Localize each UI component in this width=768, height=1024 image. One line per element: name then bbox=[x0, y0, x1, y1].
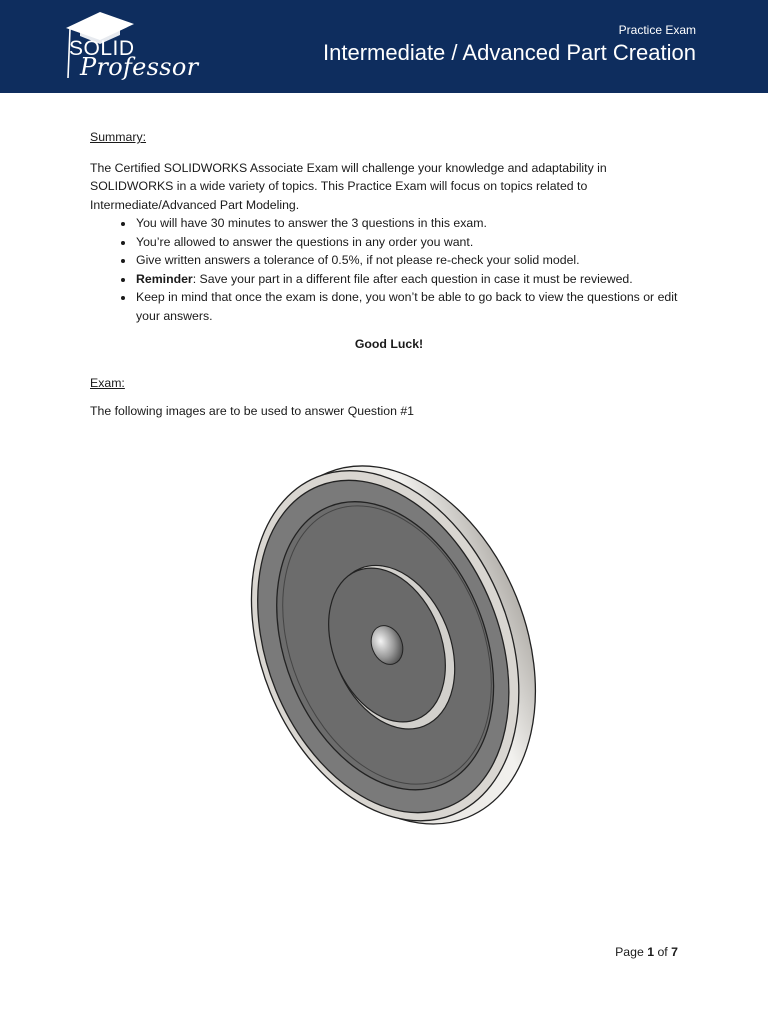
header-title: Intermediate / Advanced Part Creation bbox=[323, 40, 696, 65]
current-page: 1 bbox=[647, 945, 655, 959]
document-header bbox=[0, 0, 768, 93]
logo-text-professor: Professor bbox=[80, 53, 199, 81]
solidprofessor-logo bbox=[58, 6, 208, 88]
document-body bbox=[90, 128, 688, 421]
pulley-disc-illustration bbox=[232, 455, 542, 840]
page-number bbox=[615, 945, 678, 959]
total-pages: 7 bbox=[671, 945, 678, 959]
question-intro: The following images are to be used to answer Question #1 bbox=[90, 404, 415, 418]
list-item: • Keep in mind that once the exam is done, you won’t be able to go back to view the questions or edit your answers. bbox=[135, 288, 688, 325]
of-word: of bbox=[657, 945, 668, 959]
reminder-text: : Save your part in a different file after each question in case it must be reviewed. bbox=[192, 271, 633, 286]
summary-intro: The Certified SOLIDWORKS Associate Exam will challenge your knowledge and adaptability in SOLIDWORKS in a wide variety of topics. This Practice Exam will focus on topics related to Intermediate/Advanced Part Modeling. bbox=[90, 160, 607, 212]
good-luck-text: Good Luck! bbox=[354, 337, 424, 351]
logo-text-solid: SOLID bbox=[69, 37, 135, 60]
header-subtitle: Practice Exam bbox=[618, 23, 696, 37]
list-item: • Give written answers a tolerance of 0.5%, if not please re-check your solid model. bbox=[135, 251, 688, 270]
list-item: • You will have 30 minutes to answer the 3 questions in this exam. bbox=[135, 214, 688, 233]
exam-heading: Exam: bbox=[90, 375, 125, 390]
summary-heading: Summary: bbox=[90, 130, 147, 144]
instructions-list bbox=[90, 214, 688, 325]
list-item-reminder bbox=[135, 270, 688, 289]
part-model-image bbox=[232, 455, 542, 845]
list-item: • You’re allowed to answer the questions in any order you want. bbox=[135, 233, 688, 252]
reminder-label: Reminder bbox=[136, 271, 193, 286]
page-word: Page bbox=[615, 945, 644, 959]
